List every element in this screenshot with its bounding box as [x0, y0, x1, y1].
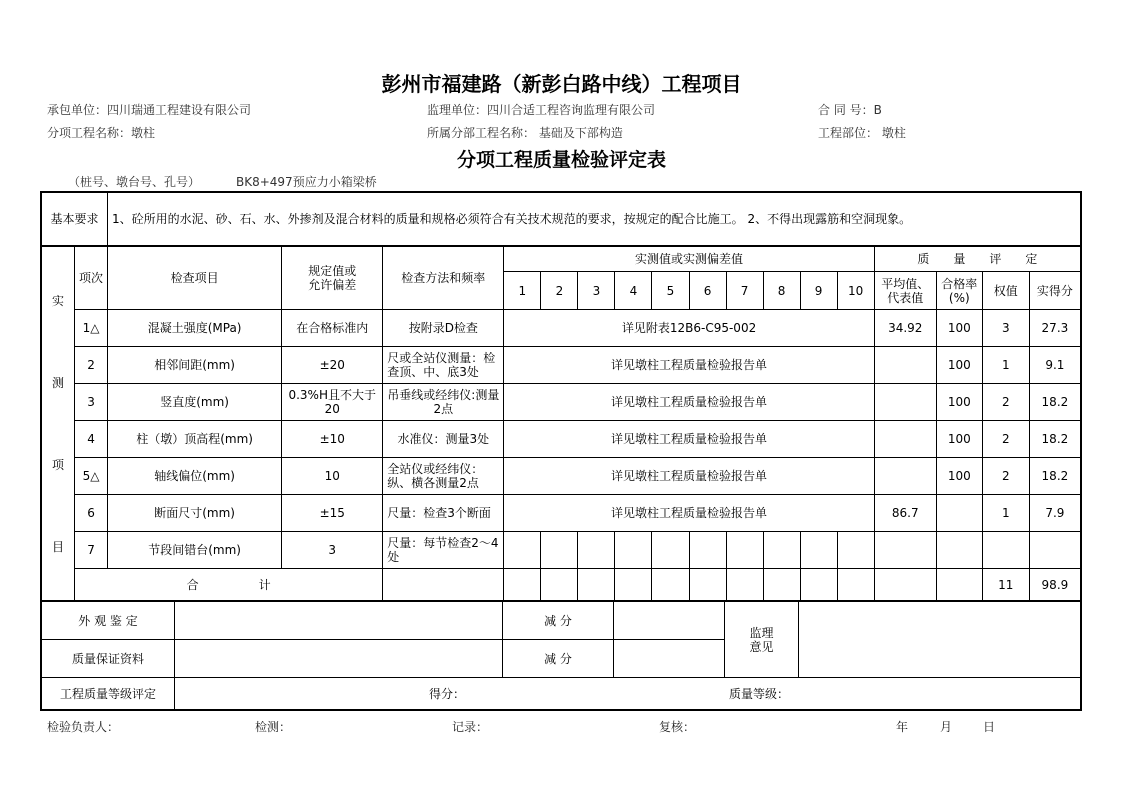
table-cell [615, 569, 652, 601]
col-measured-6: 6 [689, 272, 726, 310]
table-cell [615, 532, 652, 569]
page-title: 彭州市福建路（新彭白路中线）工程项目 [381, 72, 742, 96]
review-label: 复核： [659, 720, 696, 734]
table-cell [763, 569, 800, 601]
month-label: 月 [940, 720, 953, 734]
col-measured-4: 4 [615, 272, 652, 310]
col-measured-2: 2 [541, 272, 578, 310]
col-weight: 权值 [982, 272, 1029, 310]
table-cell: 27.3 [1029, 310, 1080, 347]
table-cell: 竖直度(mm) [108, 384, 282, 421]
pile-label: （桩号、墩台号、孔号） [68, 175, 201, 189]
measured-items-table [41, 246, 1081, 601]
col-item-no: 项次 [75, 247, 108, 310]
table-cell [383, 569, 504, 601]
table-cell: 3 [282, 532, 383, 569]
table-cell [689, 569, 726, 601]
table-cell [800, 569, 837, 601]
table-cell [689, 532, 726, 569]
table-cell: 9.1 [1029, 347, 1080, 384]
table-cell: 18.2 [1029, 421, 1080, 458]
pile-value: BK8+497预应力小箱梁桥 [236, 175, 377, 189]
table-cell: 10 [282, 458, 383, 495]
table-cell: 6 [75, 495, 108, 532]
table-cell: 断面尺寸(mm) [108, 495, 282, 532]
table-cell: 3 [75, 384, 108, 421]
col-measured-1: 1 [504, 272, 541, 310]
side-char-2: 测 [52, 375, 65, 390]
table-row [42, 310, 1081, 347]
side-char-1: 实 [52, 293, 65, 308]
table-cell: 节段间错台(mm) [108, 532, 282, 569]
table-cell: 1 [982, 347, 1029, 384]
evaluation-table [41, 601, 1082, 710]
table-cell: 详见墩柱工程质量检验报告单 [504, 495, 874, 532]
total-score: 98.9 [1029, 569, 1080, 601]
table-cell: 86.7 [874, 495, 936, 532]
qa-docs-label: 质量保证资料 [42, 640, 175, 678]
table-cell: 3 [982, 310, 1029, 347]
table-cell: 100 [936, 310, 982, 347]
col-measured-9: 9 [800, 272, 837, 310]
table-row [42, 347, 1081, 384]
table-cell: 吊垂线或经纬仪:测量2点 [383, 384, 504, 421]
table-cell [874, 458, 936, 495]
table-cell [578, 569, 615, 601]
col-quality: 质 量 评 定 [874, 247, 1080, 272]
contract-number-label: 合 同 号：B [818, 103, 882, 117]
table-cell: 1△ [75, 310, 108, 347]
year-label: 年 [896, 720, 909, 734]
table-cell: 全站仪或经纬仪：纵、横各测量2点 [383, 458, 504, 495]
table-cell: 在合格标准内 [282, 310, 383, 347]
table-cell [504, 532, 541, 569]
col-check-item: 检查项目 [108, 247, 282, 310]
table-cell: 相邻间距(mm) [108, 347, 282, 384]
table-cell: 100 [936, 458, 982, 495]
col-measured: 实测值或实测偏差值 [504, 247, 874, 272]
table-cell: 详见墩柱工程质量检验报告单 [504, 384, 874, 421]
grade-label: 工程质量等级评定 [42, 678, 175, 710]
table-cell [175, 640, 503, 678]
table-cell: 详见墩柱工程质量检验报告单 [504, 347, 874, 384]
table-cell [936, 569, 982, 601]
table-cell: 34.92 [874, 310, 936, 347]
table-cell: 详见墩柱工程质量检验报告单 [504, 458, 874, 495]
check-label: 检测： [255, 720, 292, 734]
table-cell [1029, 532, 1080, 569]
table-cell [874, 384, 936, 421]
col-measured-10: 10 [837, 272, 874, 310]
subitem-name-label: 分项工程名称：墩柱 [47, 126, 156, 140]
table-cell: 尺量：检查3个断面 [383, 495, 504, 532]
division-name-label: 所属分部工程名称： 基础及下部构造 [427, 126, 623, 140]
supervisor-label: 监理单位：四川合适工程咨询监理有限公司 [427, 103, 656, 117]
contractor-label: 承包单位：四川瑞通工程建设有限公司 [47, 103, 252, 117]
table-cell: 4 [75, 421, 108, 458]
table-cell: 按附录D检查 [383, 310, 504, 347]
table-cell [874, 569, 936, 601]
table-cell [874, 421, 936, 458]
table-cell [726, 532, 763, 569]
table-cell: ±15 [282, 495, 383, 532]
table-row [42, 458, 1081, 495]
table-cell: 2 [982, 384, 1029, 421]
table-cell: 详见墩柱工程质量检验报告单 [504, 421, 874, 458]
table-cell: 2 [982, 458, 1029, 495]
table-cell [837, 532, 874, 569]
col-pass-rate: 合格率 (%) [936, 272, 982, 310]
total-weight: 11 [982, 569, 1029, 601]
table-cell: 100 [936, 384, 982, 421]
table-cell [799, 602, 1082, 678]
table-cell [614, 640, 725, 678]
table-cell [982, 532, 1029, 569]
table-cell: 18.2 [1029, 384, 1080, 421]
col-average: 平均值、 代表值 [874, 272, 936, 310]
table-cell: 2 [75, 347, 108, 384]
table-cell [874, 347, 936, 384]
table-row [42, 532, 1081, 569]
basic-requirements-table [41, 192, 1082, 246]
table-cell: 详见附表12B6-C95-002 [504, 310, 874, 347]
table-cell: 5△ [75, 458, 108, 495]
qa-deduct-label: 减 分 [503, 640, 614, 678]
appearance-label: 外 观 鉴 定 [42, 602, 175, 640]
table-cell [936, 532, 982, 569]
table-cell: 混凝土强度(MPa) [108, 310, 282, 347]
table-cell [837, 569, 874, 601]
form-subtitle: 分项工程质量检验评定表 [456, 149, 666, 171]
table-cell [504, 569, 541, 601]
table-cell [874, 532, 936, 569]
day-label: 日 [983, 720, 996, 734]
table-cell: 2 [982, 421, 1029, 458]
table-cell [541, 569, 578, 601]
col-measured-5: 5 [652, 272, 689, 310]
grade-level-label: 质量等级： [729, 687, 790, 701]
col-measured-8: 8 [763, 272, 800, 310]
col-method: 检查方法和频率 [383, 247, 504, 310]
table-cell [578, 532, 615, 569]
table-cell: 轴线偏位(mm) [108, 458, 282, 495]
table-cell [652, 532, 689, 569]
table-cell: 柱（墩）顶高程(mm) [108, 421, 282, 458]
table-cell [175, 678, 1082, 710]
basic-requirements-text: 1、砼所用的水泥、砂、石、水、外掺剂及混合材料的质量和规格必须符合有关技术规范的要求，按规定的配合比施工。 2、不得出现露筋和空洞现象。 [108, 193, 1082, 246]
table-cell: 1 [982, 495, 1029, 532]
table-cell: 尺量：每节检查2～4处 [383, 532, 504, 569]
grade-score-label: 得分： [429, 687, 466, 701]
appearance-deduct-label: 减 分 [503, 602, 614, 640]
table-row [42, 384, 1081, 421]
table-cell [541, 532, 578, 569]
table-cell [726, 569, 763, 601]
side-char-4: 目 [52, 539, 65, 554]
table-cell: 0.3%H且不大于20 [282, 384, 383, 421]
col-score: 实得分 [1029, 272, 1080, 310]
table-cell: 7.9 [1029, 495, 1080, 532]
table-cell [614, 602, 725, 640]
side-char-3: 项 [52, 457, 65, 472]
table-cell: 18.2 [1029, 458, 1080, 495]
table-cell [175, 602, 503, 640]
table-cell [763, 532, 800, 569]
table-cell: 100 [936, 347, 982, 384]
supervision-opinion-label: 监理 意见 [725, 602, 799, 678]
col-measured-3: 3 [578, 272, 615, 310]
basic-requirements-label: 基本要求 [42, 193, 108, 246]
table-cell: 水准仪：测量3处 [383, 421, 504, 458]
col-measured-7: 7 [726, 272, 763, 310]
total-label: 合 计 [75, 569, 383, 601]
table-cell: ±10 [282, 421, 383, 458]
col-spec: 规定值或 允许偏差 [282, 247, 383, 310]
measured-items-side-label [42, 247, 75, 601]
record-label: 记录： [452, 720, 489, 734]
table-cell: 7 [75, 532, 108, 569]
inspector-label: 检验负责人： [47, 720, 120, 734]
project-part-label: 工程部位： 墩柱 [818, 126, 906, 140]
table-cell: ±20 [282, 347, 383, 384]
table-cell [652, 569, 689, 601]
table-cell: 100 [936, 421, 982, 458]
table-row [42, 495, 1081, 532]
table-cell [936, 495, 982, 532]
total-row [42, 569, 1081, 601]
table-row [42, 421, 1081, 458]
table-cell [800, 532, 837, 569]
table-cell: 尺或全站仪测量：检查顶、中、底3处 [383, 347, 504, 384]
